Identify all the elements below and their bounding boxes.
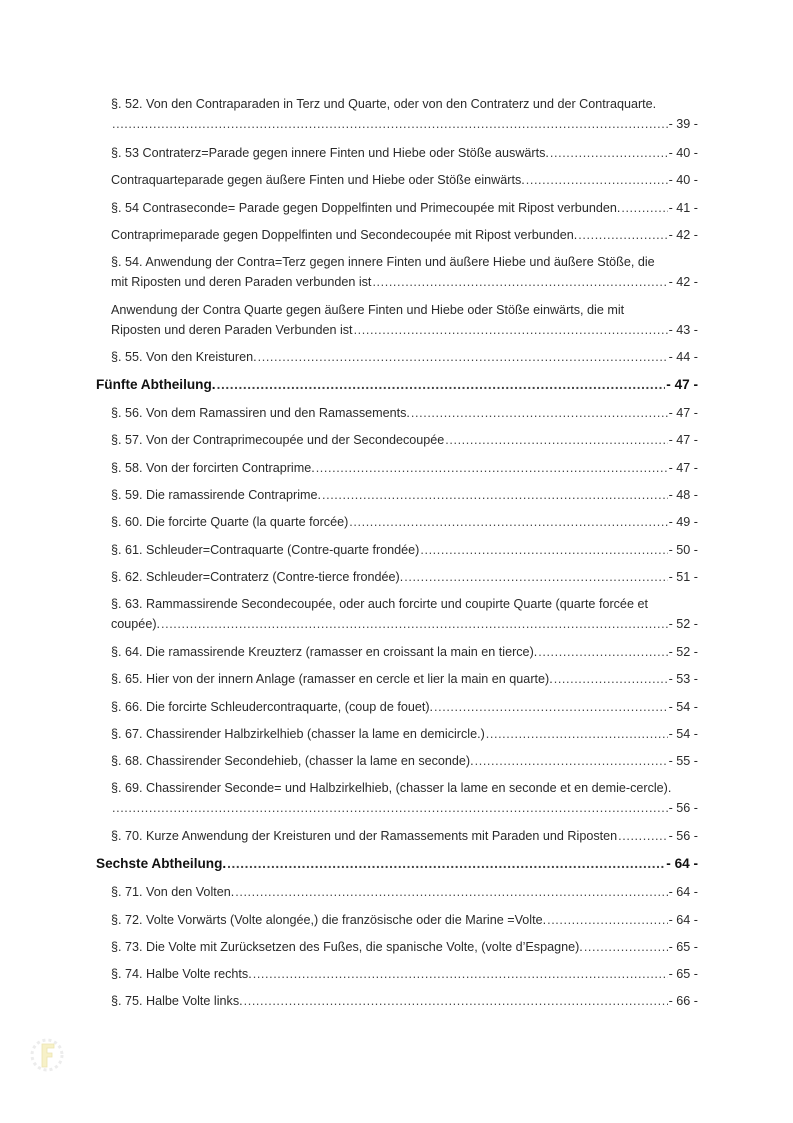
toc-section-title: Sechste Abtheilung. [96, 856, 227, 871]
toc-entry[interactable] [111, 778, 698, 818]
dot-leader [538, 642, 667, 662]
watermark-logo-icon [30, 1036, 64, 1074]
toc-entry[interactable] [111, 910, 698, 930]
dot-leader [322, 485, 668, 505]
dot-leader [244, 991, 668, 1011]
toc-entry[interactable] [111, 882, 698, 902]
toc-entry-title-line1: §. 54. Anwendung der Contra=Terz gegen innere Finten und äußere Hiebe und äußere Stöße, die [111, 255, 655, 269]
toc-entry-title-line1: §. 63. Rammassirende Secondecoupée, oder auch forcirte und coupirte Quarte (quarte forcée et [111, 597, 648, 611]
toc-page-number: - 47 - [668, 433, 698, 447]
toc-entry-title: §. 70. Kurze Anwendung der Kreisturen und der Ramassements mit Paraden und Riposten [111, 829, 618, 843]
toc-entry-title: mit Riposten und deren Paraden verbunden ist [111, 275, 372, 289]
dot-leader [316, 458, 668, 478]
toc-page-number: - 56 - [668, 801, 698, 815]
toc-entry[interactable] [111, 347, 698, 367]
toc-entry-title: §. 72. Volte Vorwärts (Volte alongée,) die französische oder die Marine =Volte. [111, 913, 547, 927]
dot-leader [253, 964, 668, 984]
toc-page-number: - 55 - [668, 754, 698, 768]
toc-entry-title: §. 64. Die ramassirende Kreuzterz (ramasser en croissant la main en tierce). [111, 645, 538, 659]
toc-entry[interactable] [111, 642, 698, 662]
dot-leader [227, 854, 665, 874]
dot-leader [235, 882, 667, 902]
toc-entry-title: §. 65. Hier von der innern Anlage (ramasser en cercle et lier la main en quarte). [111, 672, 553, 686]
toc-page-number: - 47 - [666, 377, 698, 392]
toc-page-number: - 42 - [668, 275, 698, 289]
toc-page-number: - 65 - [668, 967, 698, 981]
toc-section-heading[interactable] [96, 375, 698, 395]
toc-entry-title: §. 68. Chassirender Secondehieb, (chasser la lame en seconde). [111, 754, 474, 768]
toc-page-number: - 66 - [668, 994, 698, 1008]
toc-entry-title: Contraquarteparade gegen äußere Finten und Hiebe oder Stöße einwärts. [111, 173, 525, 187]
toc-entry[interactable] [111, 143, 698, 163]
toc-entry-title: §. 54 Contraseconde= Parade gegen Doppelfinten und Primecoupée mit Ripost verbunden. [111, 201, 621, 215]
toc-entry[interactable] [111, 225, 698, 245]
toc-section-title: Fünfte Abtheilung. [96, 377, 216, 392]
dot-leader [217, 375, 666, 395]
toc-entry[interactable] [111, 485, 698, 505]
dot-leader [411, 403, 668, 423]
toc-entry[interactable] [111, 751, 698, 771]
dot-leader [258, 347, 668, 367]
toc-entry-title: §. 71. Von den Volten. [111, 885, 235, 899]
toc-entry[interactable] [111, 458, 698, 478]
dot-leader [547, 910, 668, 930]
toc-entry-title: §. 53 Contraterz=Parade gegen innere Finten und Hiebe oder Stöße auswärts. [111, 146, 549, 160]
toc-page-number: - 39 - [668, 117, 698, 131]
dot-leader [475, 751, 668, 771]
dot-leader [354, 320, 668, 340]
toc-entry[interactable] [111, 94, 698, 134]
dot-leader [112, 798, 668, 818]
toc-entry-title-line1: Anwendung der Contra Quarte gegen äußere Finten und Hiebe oder Stöße einwärts, die mit [111, 303, 625, 317]
toc-page-number: - 44 - [668, 350, 698, 364]
toc-entry-title: §. 66. Die forcirte Schleudercontraquarte, (coup de fouet). [111, 700, 434, 714]
toc-entry[interactable] [111, 826, 698, 846]
toc-entry-title: §. 67. Chassirender Halbzirkelhieb (chasser la lame en demicircle.) [111, 727, 485, 741]
toc-page-number: - 51 - [668, 570, 698, 584]
toc-entry[interactable] [111, 430, 698, 450]
dot-leader [621, 198, 667, 218]
toc-page-number: - 47 - [668, 461, 698, 475]
dot-leader [404, 567, 667, 587]
toc-page-number: - 41 - [668, 201, 698, 215]
toc-entry[interactable] [111, 594, 698, 634]
dot-leader [486, 724, 668, 744]
dot-leader [526, 170, 668, 190]
toc-entry-title: Riposten und deren Paraden Verbunden ist [111, 323, 353, 337]
toc-page-number: - 52 - [668, 617, 698, 631]
toc-section-heading[interactable] [96, 854, 698, 874]
dot-leader [349, 512, 667, 532]
toc-entry-title: coupée). [111, 617, 161, 631]
toc-entry[interactable] [111, 252, 698, 292]
toc-page-number: - 54 - [668, 727, 698, 741]
toc-entry-title: §. 60. Die forcirte Quarte (la quarte forcée) [111, 515, 349, 529]
toc-entry[interactable] [111, 669, 698, 689]
toc-page-number: - 42 - [668, 228, 698, 242]
dot-leader [420, 540, 667, 560]
dot-leader [618, 826, 667, 846]
toc-entry-title: §. 55. Von den Kreisturen. [111, 350, 257, 364]
toc-entry[interactable] [111, 198, 698, 218]
toc-entry[interactable] [111, 724, 698, 744]
toc-page-number: - 64 - [666, 856, 698, 871]
toc-page-number: - 52 - [668, 645, 698, 659]
toc-entry[interactable] [111, 540, 698, 560]
toc-entry[interactable] [111, 512, 698, 532]
dot-leader [445, 430, 667, 450]
toc-entry-title: §. 58. Von der forcirten Contraprime. [111, 461, 315, 475]
dot-leader [554, 669, 668, 689]
toc-page-number: - 64 - [668, 913, 698, 927]
toc-entry-title: §. 56. Von dem Ramassiren und den Ramassements. [111, 406, 410, 420]
toc-entry[interactable] [111, 697, 698, 717]
toc-entry[interactable] [111, 991, 698, 1011]
toc-entry-title-line1: §. 52. Von den Contraparaden in Terz und Quarte, oder von den Contraterz und der Contraquarte. [111, 97, 657, 111]
toc-entry-title: Contraprimeparade gegen Doppelfinten und Secondecoupée mit Ripost verbunden. [111, 228, 578, 242]
toc-entry-title: §. 59. Die ramassirende Contraprime. [111, 488, 321, 502]
toc-page-number: - 50 - [668, 543, 698, 557]
dot-leader [372, 272, 667, 292]
toc-page-number: - 54 - [668, 700, 698, 714]
dot-leader [161, 614, 668, 634]
toc-entry-title: §. 74. Halbe Volte rechts. [111, 967, 252, 981]
toc-page-number: - 43 - [668, 323, 698, 337]
toc-page-number: - 56 - [668, 829, 698, 843]
toc-entry-title: §. 75. Halbe Volte links. [111, 994, 243, 1008]
dot-leader [434, 697, 668, 717]
toc-entry-title: §. 57. Von der Contraprimecoupée und der Secondecoupée [111, 433, 445, 447]
toc-page-number: - 65 - [668, 940, 698, 954]
dot-leader [112, 114, 668, 134]
toc-entry-title-line1: §. 69. Chassirender Seconde= und Halbzirkelhieb, (chasser la lame en seconde et en demie-cercle). [111, 781, 672, 795]
toc-page-number: - 64 - [668, 885, 698, 899]
toc-entry[interactable] [111, 937, 698, 957]
toc-page-number: - 40 - [668, 146, 698, 160]
toc-page-number: - 53 - [668, 672, 698, 686]
toc-page-number: - 48 - [668, 488, 698, 502]
toc-entry[interactable] [111, 403, 698, 423]
dot-leader [584, 937, 668, 957]
toc-page-number: - 47 - [668, 406, 698, 420]
toc-entry-title: §. 61. Schleuder=Contraquarte (Contre-quarte frondée) [111, 543, 420, 557]
toc-page-number: - 40 - [668, 173, 698, 187]
dot-leader [578, 225, 667, 245]
toc-entry[interactable] [111, 964, 698, 984]
dot-leader [550, 143, 668, 163]
toc-entry-title: §. 73. Die Volte mit Zurücksetzen des Fußes, die spanische Volte, (volte d’Espagne). [111, 940, 583, 954]
toc-page-number: - 49 - [668, 515, 698, 529]
toc-entry-title: §. 62. Schleuder=Contraterz (Contre-tierce frondée). [111, 570, 404, 584]
toc-entry[interactable] [111, 300, 698, 340]
toc-entry[interactable] [111, 567, 698, 587]
toc-entry[interactable] [111, 170, 698, 190]
